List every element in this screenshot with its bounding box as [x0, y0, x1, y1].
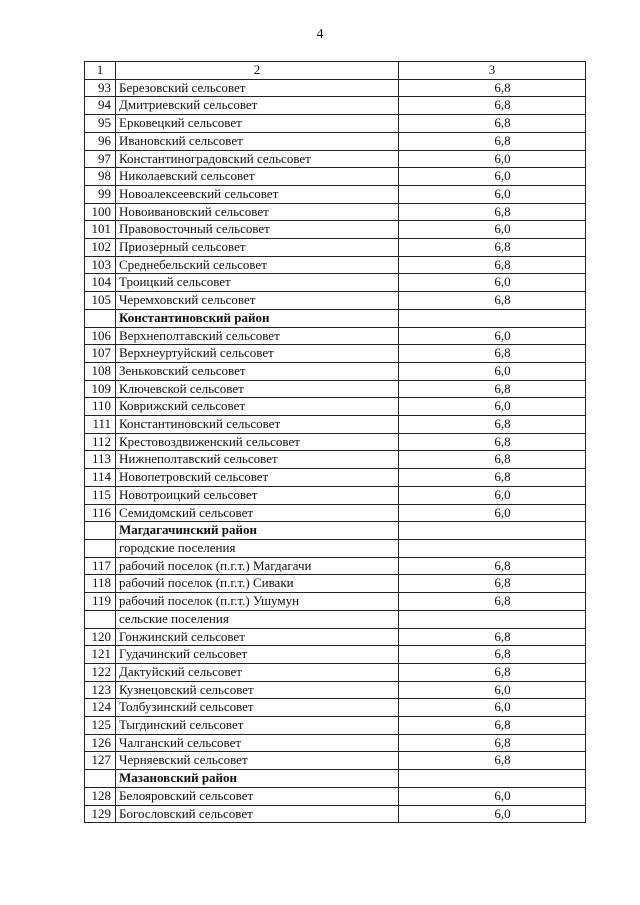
table-row: [85, 663, 586, 681]
table-row: [85, 79, 586, 97]
settlement-name: рабочий поселок (п.г.т.) Сиваки: [116, 575, 399, 593]
subgroup-row: [85, 539, 586, 557]
rate-value: 6,0: [399, 787, 586, 805]
row-number: [85, 309, 116, 327]
rate-value: 6,0: [399, 362, 586, 380]
row-number: 96: [85, 132, 116, 150]
row-number: 101: [85, 221, 116, 239]
settlement-name: Семидомский сельсовет: [116, 504, 399, 522]
rate-value: 6,8: [399, 79, 586, 97]
settlement-name: Приозерный сельсовет: [116, 239, 399, 257]
row-number: [85, 770, 116, 788]
settlement-name: Новотроицкий сельсовет: [116, 486, 399, 504]
settlements-table: [84, 61, 586, 823]
rate-value: 6,8: [399, 256, 586, 274]
row-number: 127: [85, 752, 116, 770]
rate-value: 6,0: [399, 504, 586, 522]
settlement-name: рабочий поселок (п.г.т.) Ушумун: [116, 593, 399, 611]
row-number: 121: [85, 646, 116, 664]
district-name: Магдагачинский район: [116, 522, 399, 540]
table-row: [85, 150, 586, 168]
table-row: [85, 380, 586, 398]
rate-value: 6,8: [399, 380, 586, 398]
row-number: 108: [85, 362, 116, 380]
settlement-name: Тыгдинский сельсовет: [116, 717, 399, 735]
table-row: [85, 132, 586, 150]
row-number: 125: [85, 717, 116, 735]
table-row: [85, 717, 586, 735]
row-number: [85, 539, 116, 557]
table-row: [85, 593, 586, 611]
row-number: 124: [85, 699, 116, 717]
settlement-name: Дактуйский сельсовет: [116, 663, 399, 681]
settlement-name: Богословский сельсовет: [116, 805, 399, 823]
table-body: [85, 79, 586, 823]
rate-value: 6,0: [399, 681, 586, 699]
settlement-name: Правовосточный сельсовет: [116, 221, 399, 239]
table-row: [85, 575, 586, 593]
settlement-name: Кузнецовский сельсовет: [116, 681, 399, 699]
row-number: 95: [85, 115, 116, 133]
rate-value: 6,8: [399, 451, 586, 469]
settlement-name: Троицкий сельсовет: [116, 274, 399, 292]
rate-value: 6,0: [399, 150, 586, 168]
rate-value: 6,8: [399, 646, 586, 664]
table-row: [85, 274, 586, 292]
settlement-name: Ключевской сельсовет: [116, 380, 399, 398]
settlement-name: Верхнеполтавский сельсовет: [116, 327, 399, 345]
table-row: [85, 699, 586, 717]
row-number: 109: [85, 380, 116, 398]
row-number: 118: [85, 575, 116, 593]
rate-value: 6,0: [399, 274, 586, 292]
row-number: [85, 522, 116, 540]
settlement-name: Ивановский сельсовет: [116, 132, 399, 150]
settlement-name: Коврижский сельсовет: [116, 398, 399, 416]
page-number: 4: [316, 27, 324, 42]
rate-value: 6,8: [399, 734, 586, 752]
rate-value: 6,8: [399, 469, 586, 487]
table-row: [85, 97, 586, 115]
row-number: 119: [85, 593, 116, 611]
row-number: 94: [85, 97, 116, 115]
rate-value: 6,8: [399, 628, 586, 646]
rate-value: 6,8: [399, 752, 586, 770]
rate-value: 6,8: [399, 292, 586, 310]
header-col-2: 2: [116, 62, 399, 80]
settlement-name: Зеньковский сельсовет: [116, 362, 399, 380]
header-col-3: 3: [399, 62, 586, 80]
rate-value: 6,8: [399, 239, 586, 257]
row-number: 114: [85, 469, 116, 487]
rate-value: 6,0: [399, 398, 586, 416]
rate-value: 6,8: [399, 593, 586, 611]
row-number: 129: [85, 805, 116, 823]
settlement-name: Нижнеполтавский сельсовет: [116, 451, 399, 469]
row-number: 106: [85, 327, 116, 345]
settlement-group: сельские поселения: [116, 610, 399, 628]
settlement-name: Чалганский сельсовет: [116, 734, 399, 752]
table-row: [85, 221, 586, 239]
settlement-name: Черемховский сельсовет: [116, 292, 399, 310]
settlement-name: Крестовоздвиженский сельсовет: [116, 433, 399, 451]
rate-value: 6,8: [399, 717, 586, 735]
rate-value: 6,8: [399, 663, 586, 681]
row-number: 126: [85, 734, 116, 752]
settlement-name: рабочий поселок (п.г.т.) Магдагачи: [116, 557, 399, 575]
table-row: [85, 239, 586, 257]
row-number: 112: [85, 433, 116, 451]
rate-value: 6,8: [399, 97, 586, 115]
table-row: [85, 504, 586, 522]
row-number: 122: [85, 663, 116, 681]
table-row: [85, 486, 586, 504]
settlement-name: Верхнеуртуйский сельсовет: [116, 345, 399, 363]
rate-value: 6,8: [399, 433, 586, 451]
table-row: [85, 327, 586, 345]
settlement-name: Константиноградовский сельсовет: [116, 150, 399, 168]
district-row: [85, 522, 586, 540]
rate-value: 6,0: [399, 185, 586, 203]
rate-value: 6,8: [399, 132, 586, 150]
district-row: [85, 309, 586, 327]
rate-value: 6,0: [399, 486, 586, 504]
table-row: [85, 362, 586, 380]
rate-value: 6,0: [399, 221, 586, 239]
rate-value: 6,8: [399, 416, 586, 434]
rate-value: [399, 539, 586, 557]
rate-value: 6,8: [399, 557, 586, 575]
table-row: [85, 398, 586, 416]
row-number: 116: [85, 504, 116, 522]
rate-value: 6,0: [399, 327, 586, 345]
rate-value: 6,8: [399, 345, 586, 363]
settlement-group: городские поселения: [116, 539, 399, 557]
table-row: [85, 433, 586, 451]
settlement-name: Новопетровский сельсовет: [116, 469, 399, 487]
rate-value: 6,8: [399, 575, 586, 593]
row-number: 102: [85, 239, 116, 257]
settlement-name: Николаевский сельсовет: [116, 168, 399, 186]
row-number: 105: [85, 292, 116, 310]
row-number: [85, 610, 116, 628]
table-row: [85, 557, 586, 575]
table-row: [85, 805, 586, 823]
settlement-name: Белояровский сельсовет: [116, 787, 399, 805]
table-row: [85, 451, 586, 469]
row-number: 93: [85, 79, 116, 97]
row-number: 103: [85, 256, 116, 274]
row-number: 111: [85, 416, 116, 434]
table-row: [85, 203, 586, 221]
rate-value: [399, 770, 586, 788]
rate-value: [399, 610, 586, 628]
table-row: [85, 256, 586, 274]
table-row: [85, 185, 586, 203]
row-number: 107: [85, 345, 116, 363]
settlement-name: Ерковецкий сельсовет: [116, 115, 399, 133]
subgroup-row: [85, 610, 586, 628]
table-row: [85, 168, 586, 186]
settlement-name: Толбузинский сельсовет: [116, 699, 399, 717]
row-number: 104: [85, 274, 116, 292]
table-row: [85, 787, 586, 805]
table-row: [85, 752, 586, 770]
settlement-name: Черняевский сельсовет: [116, 752, 399, 770]
row-number: 100: [85, 203, 116, 221]
settlement-name: Среднебельский сельсовет: [116, 256, 399, 274]
settlement-name: Новоалексеевский сельсовет: [116, 185, 399, 203]
table-row: [85, 628, 586, 646]
rate-value: 6,8: [399, 203, 586, 221]
row-number: 110: [85, 398, 116, 416]
settlement-name: Березовский сельсовет: [116, 79, 399, 97]
table-row: [85, 681, 586, 699]
row-number: 115: [85, 486, 116, 504]
rate-value: 6,8: [399, 115, 586, 133]
table-row: [85, 292, 586, 310]
table-row: [85, 646, 586, 664]
rate-value: [399, 522, 586, 540]
row-number: 117: [85, 557, 116, 575]
district-row: [85, 770, 586, 788]
settlement-name: Гонжинский сельсовет: [116, 628, 399, 646]
rate-value: 6,0: [399, 805, 586, 823]
table-row: [85, 734, 586, 752]
table-row: [85, 416, 586, 434]
row-number: 113: [85, 451, 116, 469]
row-number: 128: [85, 787, 116, 805]
table-header-row: [85, 62, 586, 80]
settlement-name: Новоивановский сельсовет: [116, 203, 399, 221]
table-row: [85, 115, 586, 133]
rate-value: [399, 309, 586, 327]
row-number: 123: [85, 681, 116, 699]
settlement-name: Дмитриевский сельсовет: [116, 97, 399, 115]
table-row: [85, 469, 586, 487]
settlement-name: Константиновский сельсовет: [116, 416, 399, 434]
row-number: 98: [85, 168, 116, 186]
rate-value: 6,0: [399, 699, 586, 717]
district-name: Мазановский район: [116, 770, 399, 788]
header-col-1: 1: [85, 62, 116, 80]
rate-value: 6,0: [399, 168, 586, 186]
row-number: 97: [85, 150, 116, 168]
district-name: Константиновский район: [116, 309, 399, 327]
row-number: 120: [85, 628, 116, 646]
table-row: [85, 345, 586, 363]
row-number: 99: [85, 185, 116, 203]
settlement-name: Гудачинский сельсовет: [116, 646, 399, 664]
